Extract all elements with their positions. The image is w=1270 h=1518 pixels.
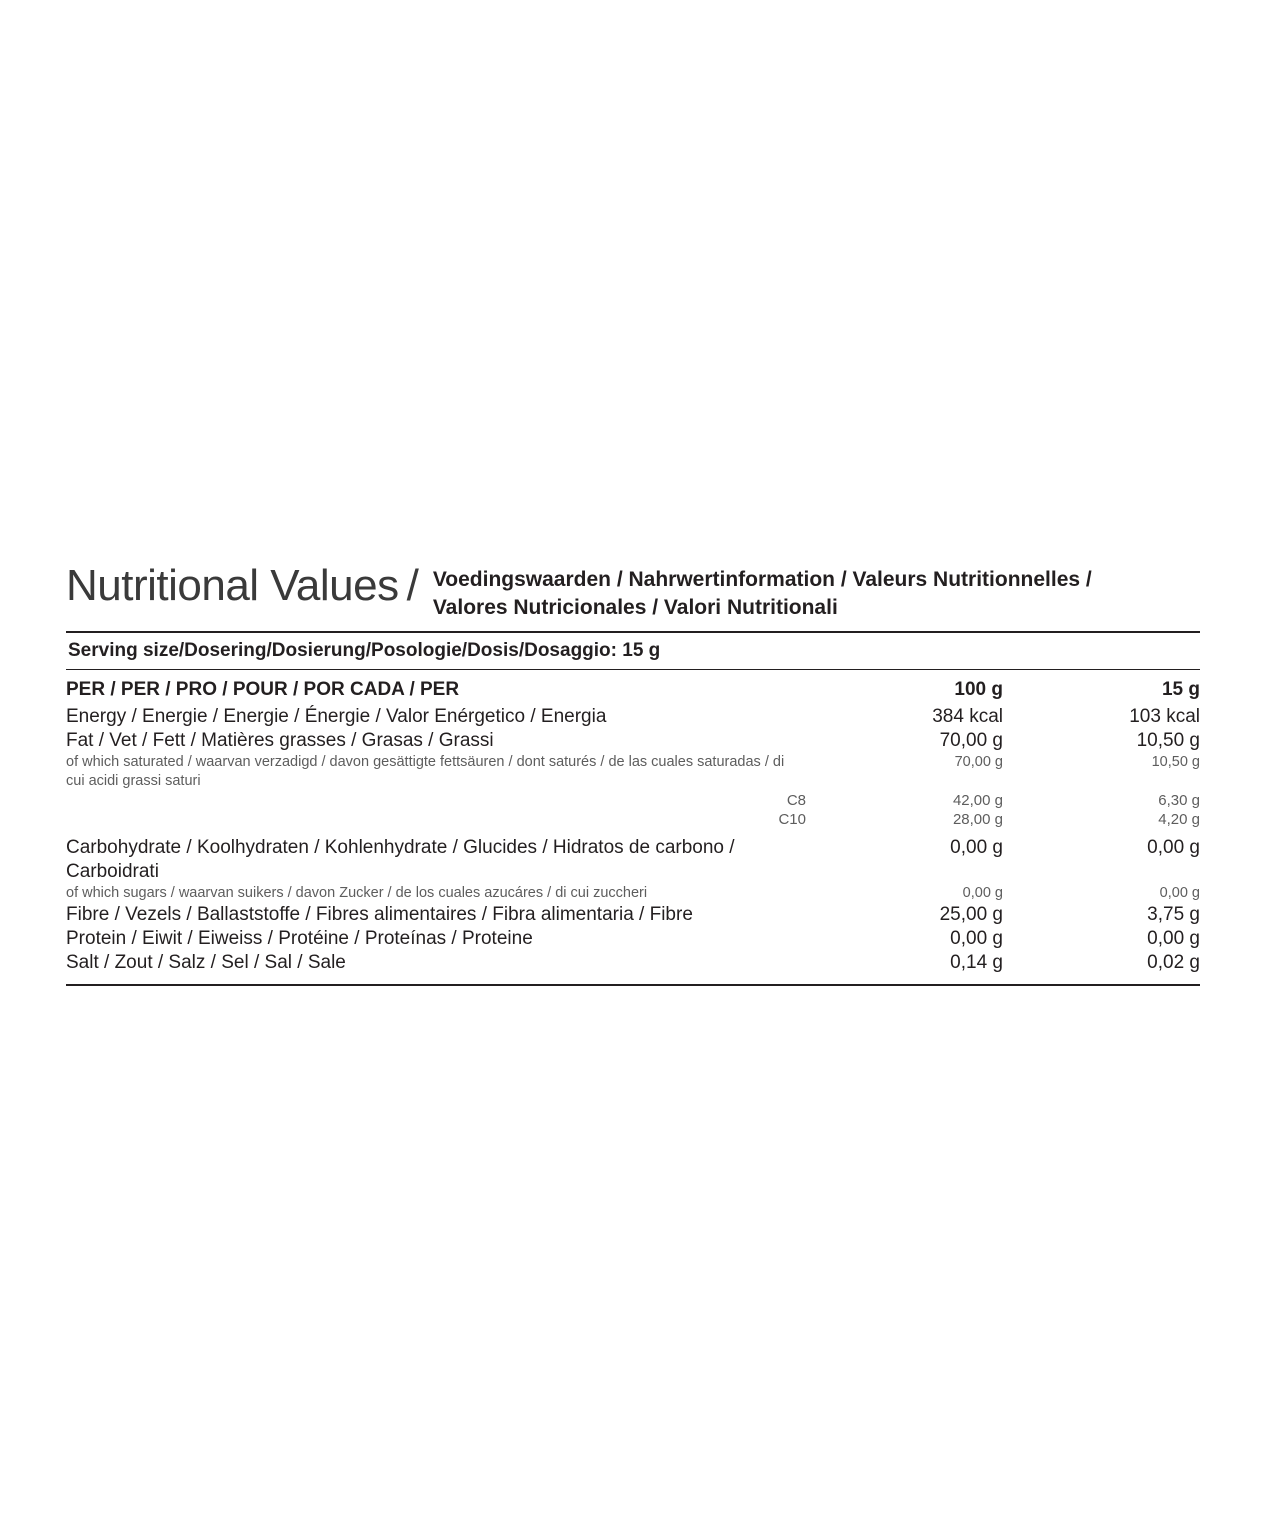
column-header-label: PER / PER / PRO / POUR / POR CADA / PER: [66, 679, 460, 701]
row-label: Protein / Eiwit / Eiweiss / Protéine / Proteínas / Proteine: [66, 927, 533, 949]
table-row: [66, 810, 1200, 829]
row-label: C10: [778, 810, 806, 828]
row-value-15g: 0,00 g: [1147, 836, 1200, 858]
row-label: C8: [786, 791, 806, 809]
row-value-100g: 384 kcal: [932, 705, 1003, 727]
column-header-15g: 15 g: [1161, 679, 1200, 701]
serving-size: Serving size/Dosering/Dosierung/Posologie/Dosis/Dosaggio: 15 g: [68, 640, 661, 662]
row-label: Salt / Zout / Salz / Sel / Sal / Sale: [66, 951, 346, 973]
row-spacer: [66, 829, 1200, 836]
row-label: Fat / Vet / Fett / Matières grasses / Grasas / Grassi: [66, 729, 494, 751]
row-value-15g: 0,02 g: [1147, 951, 1200, 973]
row-value-15g: 10,50 g: [1136, 729, 1200, 751]
row-value-100g: 42,00 g: [952, 791, 1003, 809]
row-label: Energy / Energie / Energie / Énergie / Valor Enérgetico / Energia: [66, 705, 607, 727]
table-row: [66, 705, 1200, 729]
column-header-100g: 100 g: [954, 679, 1003, 701]
row-label: of which saturated / waarvan verzadigd / davon gesättigte fettsäuren / dont saturés / de las cuales saturadas / di cui acidi grassi saturi: [66, 753, 785, 789]
row-value-15g: 10,50 g: [1151, 753, 1200, 770]
divider-bottom: [66, 984, 1200, 986]
table-row: [66, 927, 1200, 951]
page-title: Nutritional Values: [66, 561, 399, 610]
table-row: [66, 884, 1200, 903]
row-value-100g: 0,00 g: [962, 884, 1003, 901]
row-value-100g: 28,00 g: [952, 810, 1003, 828]
table-row: [66, 753, 1200, 791]
row-value-100g: 0,14 g: [950, 951, 1003, 973]
row-value-15g: 0,00 g: [1147, 927, 1200, 949]
row-value-100g: 0,00 g: [950, 927, 1003, 949]
row-value-100g: 0,00 g: [950, 836, 1003, 858]
row-value-100g: 70,00 g: [954, 753, 1003, 770]
table-row: [66, 951, 1200, 975]
row-label: Carbohydrate / Koolhydraten / Kohlenhydrate / Glucides / Hidratos de carbono / Carboidrati: [66, 836, 735, 882]
nutrition-table-wrap: [66, 670, 1200, 984]
table-header-row: [66, 670, 1200, 704]
nutrition-table: [66, 670, 1200, 975]
row-value-15g: 0,00 g: [1159, 884, 1200, 901]
table-row: [66, 903, 1200, 927]
title-separator: /: [406, 561, 419, 610]
row-value-15g: 4,20 g: [1158, 810, 1200, 828]
table-row: [66, 729, 1200, 753]
nutrition-title-block: [66, 560, 1200, 627]
row-value-100g: 70,00 g: [939, 729, 1003, 751]
row-value-15g: 3,75 g: [1147, 903, 1200, 925]
nutrition-panel: [66, 560, 1200, 986]
row-label: of which sugars / waarvan suikers / davon Zucker / de los cuales azucáres / di cui zuccheri: [66, 884, 648, 901]
table-row: [66, 791, 1200, 810]
table-row: [66, 836, 1200, 884]
row-label: Fibre / Vezels / Ballaststoffe / Fibres alimentaires / Fibra alimentaria / Fibre: [66, 903, 693, 925]
row-value-100g: 25,00 g: [939, 903, 1003, 925]
row-value-15g: 6,30 g: [1158, 791, 1200, 809]
title-translations: Voedingswaarden / Nahrwertinformation / Valeurs Nutritionnelles / Valores Nutricionales / Valori Nutritionali: [432, 568, 1092, 619]
row-value-15g: 103 kcal: [1129, 705, 1200, 727]
